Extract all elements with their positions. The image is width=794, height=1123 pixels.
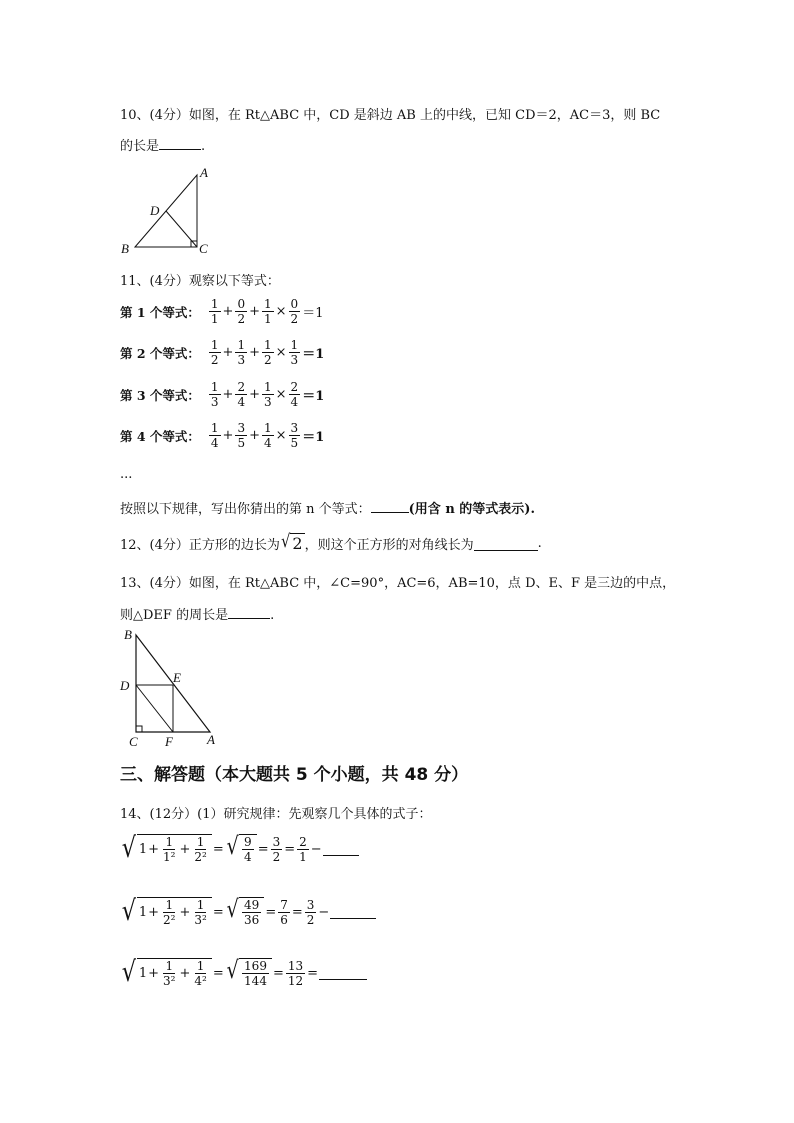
q11-conclusion bbox=[120, 498, 535, 517]
q11-ellipsis: ... bbox=[120, 467, 133, 482]
q13-label-b: B bbox=[124, 627, 132, 642]
q11-answer-blank[interactable] bbox=[371, 512, 409, 513]
q10-label-a: A bbox=[200, 165, 208, 180]
q11-row-label: 第 3 个等式： bbox=[120, 387, 200, 403]
q13-line1: 13、(4分）如图，在 Rt△ABC 中，∠C=90°，AC=6，AB=10，点 D、E、F 是三边的中点， bbox=[120, 576, 676, 591]
q11-conclusion-suffix: (用含 n 的等式表示). bbox=[408, 502, 535, 517]
q10-label-c: C bbox=[199, 241, 208, 256]
q10-label-d: D bbox=[150, 203, 160, 218]
fraction: $\frac{1}{4}$ bbox=[210, 421, 219, 450]
q12-suffix: . bbox=[537, 535, 542, 551]
q13-line2-suffix: . bbox=[270, 608, 275, 623]
inner-sqrt: √ $\frac{49}{36}$ bbox=[225, 897, 265, 927]
fraction: $\frac{1}{2}$ bbox=[210, 338, 219, 367]
q14-expression-3: √ 1 + $\frac{1}{\text{3²}}$ + $\frac{1}{\text{4²}}$ = √ $\frac{169}{144}$ = $\frac{13}{12}$ = bbox=[120, 958, 367, 988]
q11-row-result: ＝1 bbox=[302, 389, 325, 404]
fraction: $\frac{0}{2}$ bbox=[237, 297, 246, 326]
inner-sqrt: √ $\frac{169}{144}$ bbox=[225, 958, 272, 988]
q13-triangle-diagram bbox=[112, 625, 222, 750]
q12-prefix: 12、(4分）正方形的边长为 bbox=[120, 537, 280, 553]
q13-line2 bbox=[120, 604, 274, 623]
q14-expression-2: √ 1 + $\frac{1}{\text{2²}}$ + $\frac{1}{\text{3²}}$ = √ $\frac{49}{36}$ = $\frac{7}{6}$ = $\frac{3}{2}$ − bbox=[120, 897, 376, 927]
q11-row-result: ＝1 bbox=[302, 306, 324, 321]
q11-row-label: 第 2 个等式： bbox=[120, 345, 200, 361]
fraction: $\frac{2}{4}$ bbox=[290, 380, 299, 409]
fraction: $\frac{2}{4}$ bbox=[237, 380, 246, 409]
q10-median-cd bbox=[166, 211, 197, 247]
q13-label-d: D bbox=[120, 678, 130, 693]
fraction: $\frac{1}{3}$ bbox=[237, 338, 246, 367]
fraction: $\frac{1}{4}$ bbox=[264, 421, 272, 450]
section-3-heading: 三、解答题（本大题共 5 个小题，共 48 分） bbox=[120, 765, 469, 785]
q10-triangle-diagram bbox=[115, 165, 225, 260]
fraction: $\frac{1}{1}$ bbox=[264, 297, 272, 326]
outer-sqrt: √ 1 + $\frac{1}{\text{1²}}$ + $\frac{1}{\text{2²}}$ bbox=[120, 834, 212, 864]
q10-answer-blank[interactable] bbox=[159, 149, 201, 150]
q12-sqrt-2: √ 2 bbox=[281, 531, 303, 553]
fraction: $\frac{3}{5}$ bbox=[237, 421, 246, 450]
q12-middle: ，则这个正方形的对角线长为 bbox=[304, 537, 474, 553]
q14-answer-blank-1[interactable] bbox=[323, 855, 359, 856]
q11-intro: 11、(4分）观察以下等式： bbox=[120, 274, 280, 289]
fraction: $\frac{0}{2}$ bbox=[290, 297, 299, 326]
outer-sqrt: √ 1 + $\frac{1}{\text{2²}}$ + $\frac{1}{\text{3²}}$ bbox=[120, 897, 212, 927]
q12-answer-blank[interactable] bbox=[474, 536, 538, 551]
q11-row-2: 第 2 个等式： $\frac{1}{2}$ + $\frac{1}{3}$ + $\frac{1}{2}$ × $\frac{1}{3}$ ＝1 bbox=[120, 338, 325, 367]
q10-label-b: B bbox=[121, 241, 129, 256]
fraction: $\frac{1}{3}$ bbox=[210, 380, 219, 409]
q13-segment-df bbox=[136, 685, 173, 732]
q13-label-c: C bbox=[129, 734, 138, 749]
q11-row-4: 第 4 个等式： $\frac{1}{4}$ + $\frac{3}{5}$ + $\frac{1}{4}$ × $\frac{3}{5}$ ＝1 bbox=[120, 421, 325, 450]
q11-conclusion-prefix: 按照以下规律，写出你猜出的第 n 个等式： bbox=[120, 502, 371, 517]
q13-line2-prefix: 则△DEF 的周长是 bbox=[120, 608, 229, 623]
q10-line2-prefix: 的长是 bbox=[120, 139, 160, 154]
q11-row-result: ＝1 bbox=[302, 347, 325, 362]
q14-answer-blank-3[interactable] bbox=[319, 979, 367, 980]
fraction: $\frac{3}{5}$ bbox=[290, 421, 299, 450]
q11-row-label: 第 4 个等式： bbox=[120, 428, 200, 444]
q11-row-3: 第 3 个等式： $\frac{1}{3}$ + $\frac{2}{4}$ + $\frac{1}{3}$ × $\frac{2}{4}$ ＝1 bbox=[120, 380, 325, 409]
q13-label-f: F bbox=[165, 734, 173, 749]
q13-answer-blank[interactable] bbox=[228, 618, 270, 619]
fraction: $\frac{1}{1}$ bbox=[210, 297, 219, 326]
q11-row-label: 第 1 个等式： bbox=[120, 304, 200, 320]
q11-row-result: ＝1 bbox=[302, 430, 325, 445]
q14-answer-blank-2[interactable] bbox=[330, 918, 376, 919]
q13-label-a: A bbox=[207, 732, 215, 747]
inner-sqrt: √ $\frac{9}{4}$ bbox=[225, 834, 257, 864]
q10-line2-suffix: . bbox=[201, 139, 206, 154]
q14-intro: 14、(12分）(1）研究规律：先观察几个具体的式子： bbox=[120, 807, 432, 822]
q10-line1: 10、(4分）如图，在 Rt△ABC 中，CD 是斜边 AB 上的中线，已知 CD＝2，AC＝3，则 BC bbox=[120, 108, 661, 123]
fraction: $\frac{1}{3}$ bbox=[264, 380, 272, 409]
q13-label-e: E bbox=[173, 670, 181, 685]
q13-right-angle-mark bbox=[136, 726, 142, 732]
q11-row-1: 第 1 个等式： $\frac{1}{1}$ + $\frac{0}{2}$ + $\frac{1}{1}$ × $\frac{0}{2}$ ＝1 bbox=[120, 297, 324, 326]
q12-line bbox=[120, 533, 542, 553]
q14-expression-1: √ 1 + $\frac{1}{\text{1²}}$ + $\frac{1}{\text{2²}}$ = √ $\frac{9}{4}$ = $\frac{3}{2}$ = $\frac{2}{1}$ − bbox=[120, 834, 359, 864]
fraction: $\frac{1}{3}$ bbox=[290, 338, 299, 367]
fraction: $\frac{1}{2}$ bbox=[264, 338, 272, 367]
q10-line2 bbox=[120, 135, 205, 154]
outer-sqrt: √ 1 + $\frac{1}{\text{3²}}$ + $\frac{1}{\text{4²}}$ bbox=[120, 958, 212, 988]
